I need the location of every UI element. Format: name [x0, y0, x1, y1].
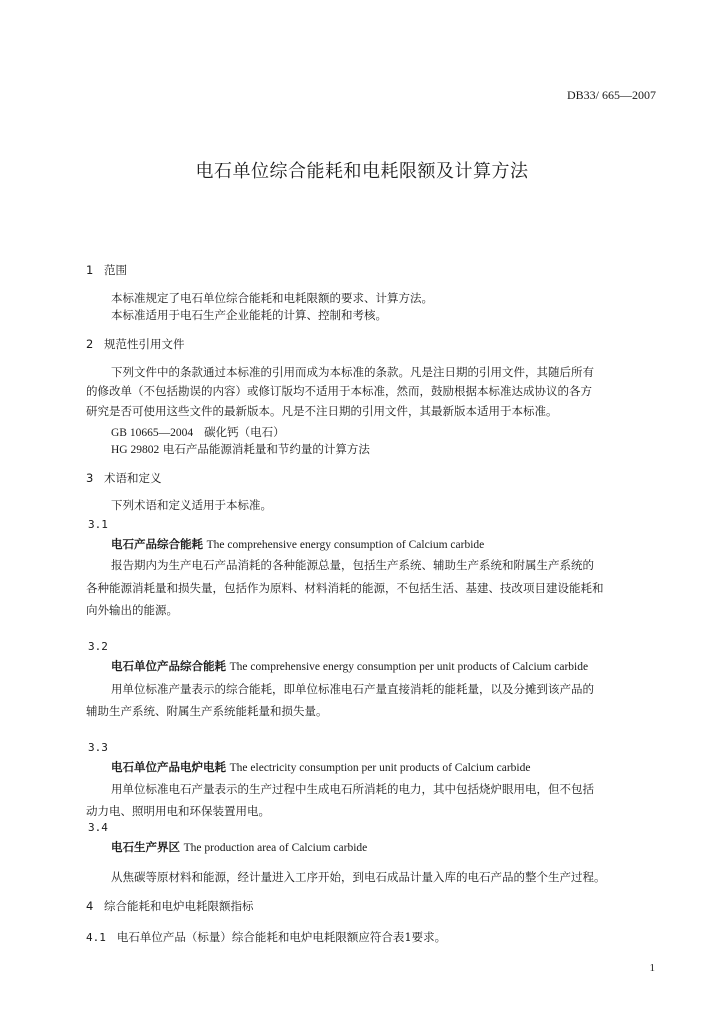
- section-title: 术语和定义: [104, 471, 162, 485]
- section-number: 3: [86, 471, 94, 485]
- section-4-heading: [86, 898, 254, 914]
- term-en: The production area of Calcium carbide: [183, 842, 368, 854]
- term-number: 3.1: [88, 518, 108, 531]
- term-en: The comprehensive energy consumption of Calcium carbide: [206, 539, 485, 551]
- paragraph-line: 从焦碳等原材料和能源，经计量进入工序开始，到电石成品计量入库的电石产品的整个生产过程。: [111, 870, 606, 884]
- term-zh: 电石单位产品综合能耗: [111, 659, 226, 673]
- paragraph-line: 报告期内为生产电石产品消耗的各种能源总量，包括生产系统、辅助生产系统和附属生产系统的: [111, 558, 594, 572]
- section-title: 规范性引用文件: [104, 337, 185, 351]
- page-title: 电石单位综合能耗和电耗限额及计算方法: [195, 161, 529, 182]
- section-title: 综合能耗和电炉电耗限额指标: [104, 899, 254, 913]
- reference-title: 碳化钙（电石）: [204, 425, 285, 439]
- term-number: 3.3: [88, 741, 108, 754]
- document-code: DB33/ 665—2007: [566, 88, 656, 102]
- reference-item: [111, 424, 285, 440]
- reference-item: [111, 441, 370, 457]
- term-heading: [111, 536, 484, 552]
- reference-code: HG 29802: [111, 444, 160, 456]
- paragraph-line: 用单位标准电石产量表示的生产过程中生成电石所消耗的电力，其中包括烧炉眼用电，但不包括: [111, 782, 594, 796]
- paragraph: 下列术语和定义适用于本标准。: [111, 498, 272, 512]
- term-number: 3.4: [88, 821, 108, 834]
- paragraph: 本标准适用于电石生产企业能耗的计算、控制和考核。: [111, 308, 387, 322]
- section-2-heading: [86, 336, 185, 352]
- paragraph-line: 研究是否可使用这些文件的最新版本。凡是不注日期的引用文件，其最新版本适用于本标准。: [86, 404, 558, 418]
- section-3-heading: [86, 470, 162, 486]
- term-zh: 电石单位产品电炉电耗: [111, 760, 226, 774]
- reference-code: GB 10665—2004: [111, 427, 194, 439]
- clause-4-1: [86, 929, 446, 945]
- clause-number: 4.1: [86, 931, 106, 944]
- paragraph-line: 各种能源消耗量和损失量，包括作为原料、材料消耗的能源，不包括生活、基建、技改项目建设能耗和: [86, 581, 604, 595]
- clause-text: 电石单位产品（标量）综合能耗和电炉电耗限额应符合表1要求。: [116, 930, 447, 944]
- term-en: The comprehensive energy consumption per unit products of Calcium carbide: [229, 661, 589, 673]
- page-number: 1: [649, 962, 655, 974]
- term-zh: 电石产品综合能耗: [111, 537, 203, 551]
- section-number: 2: [86, 337, 94, 351]
- paragraph-line: 的修改单（不包括勘误的内容）或修订版均不适用于本标准，然而，鼓励根据本标准达成协议的各方: [86, 384, 592, 398]
- section-title: 范围: [104, 263, 127, 277]
- paragraph-line: 下列文件中的条款通过本标准的引用而成为本标准的条款。凡是注日期的引用文件，其随后所有: [111, 365, 594, 379]
- term-en: The electricity consumption per unit products of Calcium carbide: [229, 762, 531, 774]
- paragraph-line: 动力电、照明用电和环保装置用电。: [86, 804, 270, 818]
- paragraph-line: 辅助生产系统、附属生产系统能耗量和损失量。: [86, 704, 328, 718]
- paragraph: 本标准规定了电石单位综合能耗和电耗限额的要求、计算方法。: [111, 291, 433, 305]
- section-number: 1: [86, 263, 94, 277]
- term-zh: 电石生产界区: [111, 840, 180, 854]
- paragraph-line: 向外输出的能源。: [86, 603, 178, 617]
- paragraph-line: 用单位标准产量表示的综合能耗，即单位标准电石产量直接消耗的能耗量，以及分摊到该产品的: [111, 682, 594, 696]
- reference-title: 电石产品能源消耗量和节约量的计算方法: [162, 442, 370, 456]
- section-1-heading: [86, 262, 127, 278]
- section-number: 4: [86, 899, 94, 913]
- term-number: 3.2: [88, 640, 108, 653]
- term-heading: [111, 839, 367, 855]
- term-heading: [111, 759, 530, 775]
- term-heading: [111, 658, 588, 674]
